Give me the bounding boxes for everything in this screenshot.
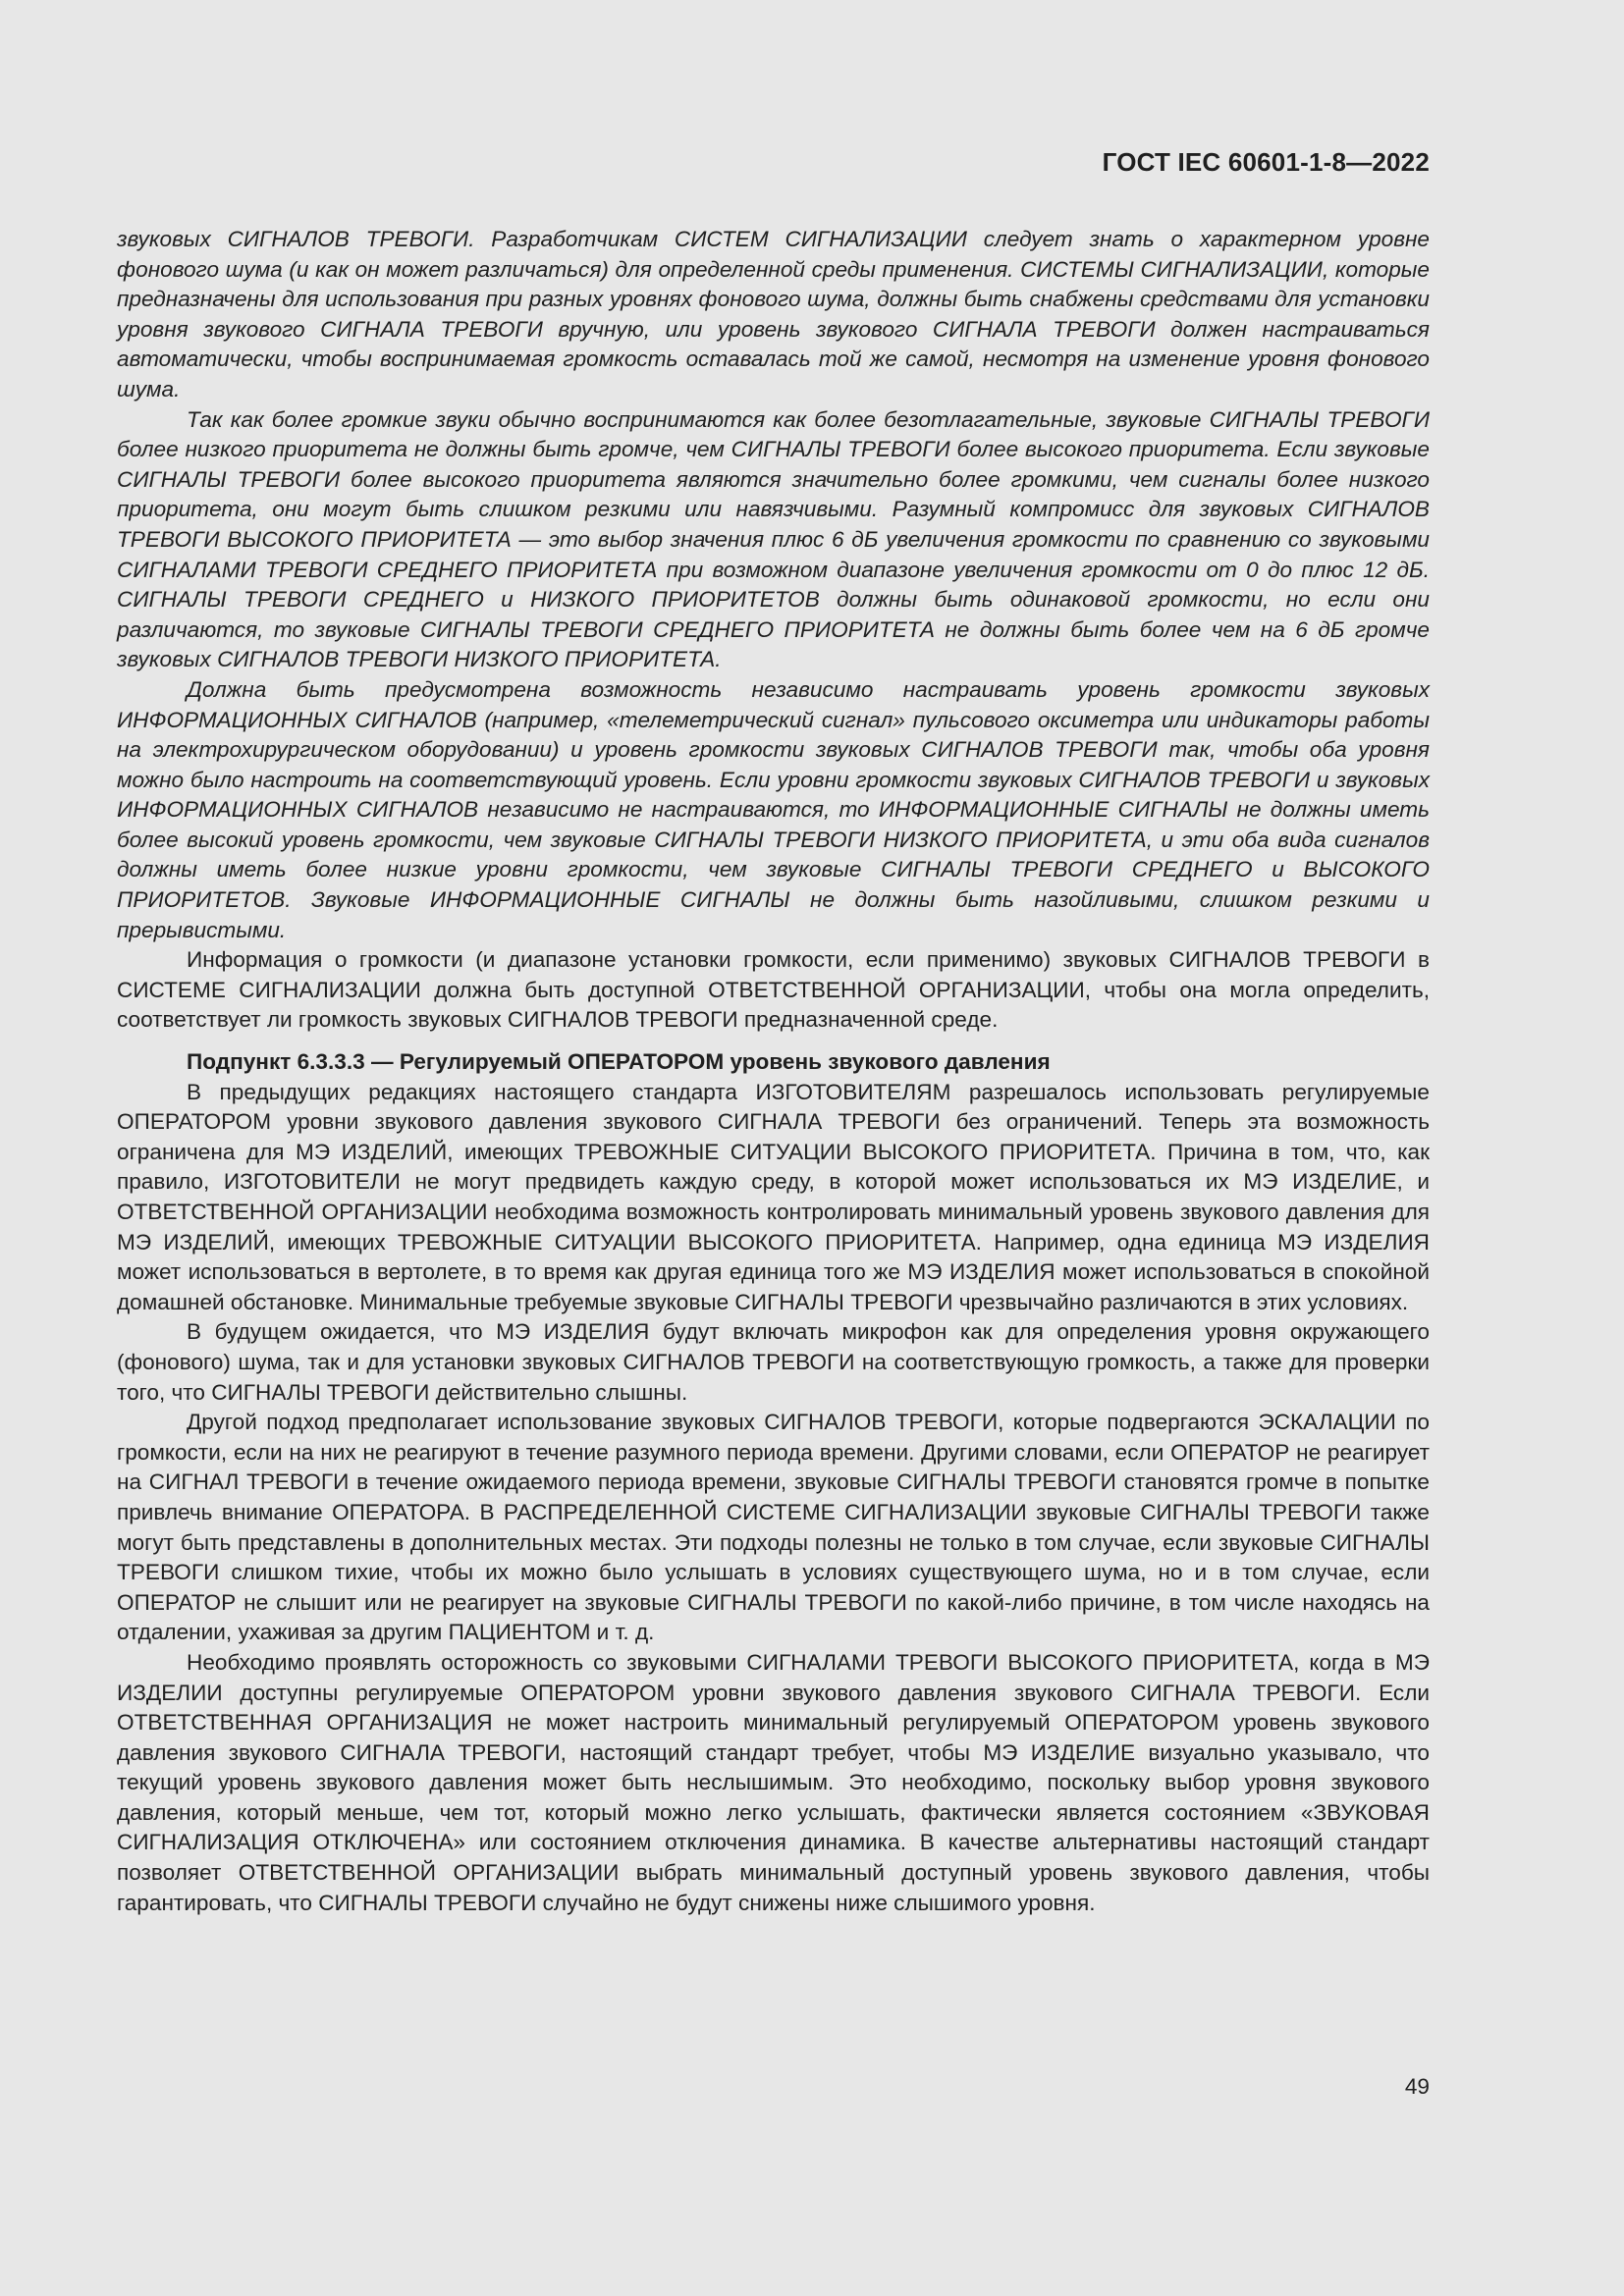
body-text <box>117 225 1430 1918</box>
subclause-heading: Подпункт 6.3.3.3 — Регулируемый ОПЕРАТОРОМ уровень звукового давления <box>187 1049 1051 1075</box>
paragraph-future-microphone: В будущем ожидается, что МЭ ИЗДЕЛИЯ будут включать микрофон как для определения уровня окружающего (фонового) шума, так и для установки звуковых СИГНАЛОВ ТРЕВОГИ на соответствующую громкость, а также для проверки того, что СИГНАЛЫ ТРЕВОГИ действительно слышны. <box>117 1319 1430 1405</box>
paragraph-information-signals: Должна быть предусмотрена возможность независимо настраивать уровень громкости звуковых ИНФОРМАЦИОННЫХ СИГНАЛОВ (например, «телеметрический сигнал» пульсового оксиметра или индикаторы работы на электрохирургическом оборудовании) и уровень громкости звуковых СИГНАЛОВ ТРЕВОГИ так, чтобы оба уровня можно было настроить на соответствующий уровень. Если уровни громкости звуковых СИГНАЛОВ ТРЕВОГИ и звуковых ИНФОРМАЦИОННЫХ СИГНАЛОВ независимо не настраиваются, то ИНФОРМАЦИОННЫЕ СИГНАЛЫ не должны иметь более высокий уровень громкости, чем звуковые СИГНАЛЫ ТРЕВОГИ НИЗКОГО ПРИОРИТЕТА, и эти оба вида сигналов должны иметь более низкие уровни громкости, чем звуковые СИГНАЛЫ ТРЕВОГИ СРЕДНЕГО и ВЫСОКОГО ПРИОРИТЕТОВ. Звуковые ИНФОРМАЦИОННЫЕ СИГНАЛЫ не должны быть назойливыми, слишком резкими и прерывистыми. <box>117 676 1430 942</box>
paragraph-loudness-priority: Так как более громкие звуки обычно воспринимаются как более безотлагательные, звуковые СИГНАЛЫ ТРЕВОГИ более низкого приоритета не должны быть громче, чем СИГНАЛЫ ТРЕВОГИ более высокого приоритета. Если звуковые СИГНАЛЫ ТРЕВОГИ более высокого приоритета являются значительно более громкими, чем сигналы более низкого приоритета, они могут быть слишком резкими или навязчивыми. Разумный компромисс для звуковых СИГНАЛОВ ТРЕВОГИ ВЫСОКОГО ПРИОРИТЕТА — это выбор значения плюс 6 дБ увеличения громкости по сравнению со звуковыми СИГНАЛАМИ ТРЕВОГИ СРЕДНЕГО ПРИОРИТЕТА при возможном диапазоне увеличения громкости от 0 до плюс 12 дБ. СИГНАЛЫ ТРЕВОГИ СРЕДНЕГО и НИЗКОГО ПРИОРИТЕТОВ должны быть одинаковой громкости, но если они различаются, то звуковые СИГНАЛЫ ТРЕВОГИ СРЕДНЕГО ПРИОРИТЕТА не должны быть более чем на 6 дБ громче звуковых СИГНАЛОВ ТРЕВОГИ НИЗКОГО ПРИОРИТЕТА. <box>117 406 1430 672</box>
paragraph-caution: Необходимо проявлять осторожность со звуковыми СИГНАЛАМИ ТРЕВОГИ ВЫСОКОГО ПРИОРИТЕТА, когда в МЭ ИЗДЕЛИИ доступны регулируемые ОПЕРАТОРОМ уровни звукового давления звукового СИГНАЛА ТРЕВОГИ. Если ОТВЕТСТВЕННАЯ ОРГАНИЗАЦИЯ не может настроить минимальный регулируемый ОПЕРАТОРОМ уровень звукового давления звукового СИГНАЛА ТРЕВОГИ, настоящий стандарт требует, чтобы МЭ ИЗДЕЛИЕ визуально указывало, что текущий уровень звукового давления может быть неслышимым. Это необходимо, поскольку выбор уровня звукового давления, который меньше, чем тот, который можно легко услышать, фактически является состоянием «ЗВУКОВАЯ СИГНАЛИЗАЦИЯ ОТКЛЮЧЕНА» или состоянием отключения динамика. В качестве альтернативы настоящий стандарт позволяет ОТВЕТСТВЕННОЙ ОРГАНИЗАЦИИ выбрать минимальный доступный уровень звукового давления, чтобы гарантировать, что СИГНАЛЫ ТРЕВОГИ случайно не будут снижены ниже слышимого уровня. <box>117 1649 1430 1915</box>
standard-header: ГОСТ IEC 60601-1-8—2022 <box>1102 147 1430 177</box>
paragraph-continuation: звуковых СИГНАЛОВ ТРЕВОГИ. Разработчикам СИСТЕМ СИГНАЛИЗАЦИИ следует знать о характерном уровне фонового шума (и как он может различаться) для определенной среды применения. СИСТЕМЫ СИГНАЛИЗАЦИИ, которые предназначены для использования при разных уровнях фонового шума, должны быть снабжены средствами для установки уровня звукового СИГНАЛА ТРЕВОГИ вручную, или уровень звукового СИГНАЛА ТРЕВОГИ должен настраиваться автоматически, чтобы воспринимаемая громкость оставалась той же самой, несмотря на изменение уровня фонового шума. <box>117 227 1430 401</box>
paragraph-previous-editions: В предыдущих редакциях настоящего стандарта ИЗГОТОВИТЕЛЯМ разрешалось использовать регулируемые ОПЕРАТОРОМ уровни звукового давления звукового СИГНАЛА ТРЕВОГИ без ограничений. Теперь эта возможность ограничена для МЭ ИЗДЕЛИЙ, имеющих ТРЕВОЖНЫЕ СИТУАЦИИ ВЫСОКОГО ПРИОРИТЕТА. Причина в том, что, как правило, ИЗГОТОВИТЕЛИ не могут предвидеть каждую среду, в которой может использоваться их МЭ ИЗДЕЛИЕ, и ОТВЕТСТВЕННОЙ ОРГАНИЗАЦИИ необходима возможность контролировать минимальный уровень звукового давления для МЭ ИЗДЕЛИЙ, имеющих ТРЕВОЖНЫЕ СИТУАЦИИ ВЫСОКОГО ПРИОРИТЕТА. Например, одна единица МЭ ИЗДЕЛИЯ может использоваться в вертолете, в то время как другая единица того же МЭ ИЗДЕЛИЯ может использоваться в спокойной домашней обстановке. Минимальные требуемые звуковые СИГНАЛЫ ТРЕВОГИ чрезвычайно различаются в этих условиях. <box>117 1079 1430 1314</box>
paragraph-escalation: Другой подход предполагает использование звуковых СИГНАЛОВ ТРЕВОГИ, которые подвергаются ЭСКАЛАЦИИ по громкости, если на них не реагируют в течение разумного периода времени. Другими словами, если ОПЕРАТОР не реагирует на СИГНАЛ ТРЕВОГИ в течение ожидаемого периода времени, звуковые СИГНАЛЫ ТРЕВОГИ становятся громче в попытке привлечь внимание ОПЕРАТОРА. В РАСПРЕДЕЛЕННОЙ СИСТЕМЕ СИГНАЛИЗАЦИИ звуковые СИГНАЛЫ ТРЕВОГИ также могут быть представлены в дополнительных местах. Эти подходы полезны не только в том случае, если звуковые СИГНАЛЫ ТРЕВОГИ слишком тихие, чтобы их можно было услышать в условиях существующего шума, но и в том случае, если ОПЕРАТОР не слышит или не реагирует на звуковые СИГНАЛЫ ТРЕВОГИ по какой-либо причине, в том числе находясь на отдалении, ухаживая за другим ПАЦИЕНТОМ и т. д. <box>117 1410 1430 1645</box>
paragraph-volume-information: Информация о громкости (и диапазоне установки громкости, если применимо) звуковых СИГНАЛОВ ТРЕВОГИ в СИСТЕМЕ СИГНАЛИЗАЦИИ должна быть доступной ОТВЕТСТВЕННОЙ ОРГАНИЗАЦИИ, чтобы она могла определить, соответствует ли громкость звуковых СИГНАЛОВ ТРЕВОГИ предназначенной среде. <box>117 947 1430 1033</box>
page-number: 49 <box>1404 2074 1430 2099</box>
